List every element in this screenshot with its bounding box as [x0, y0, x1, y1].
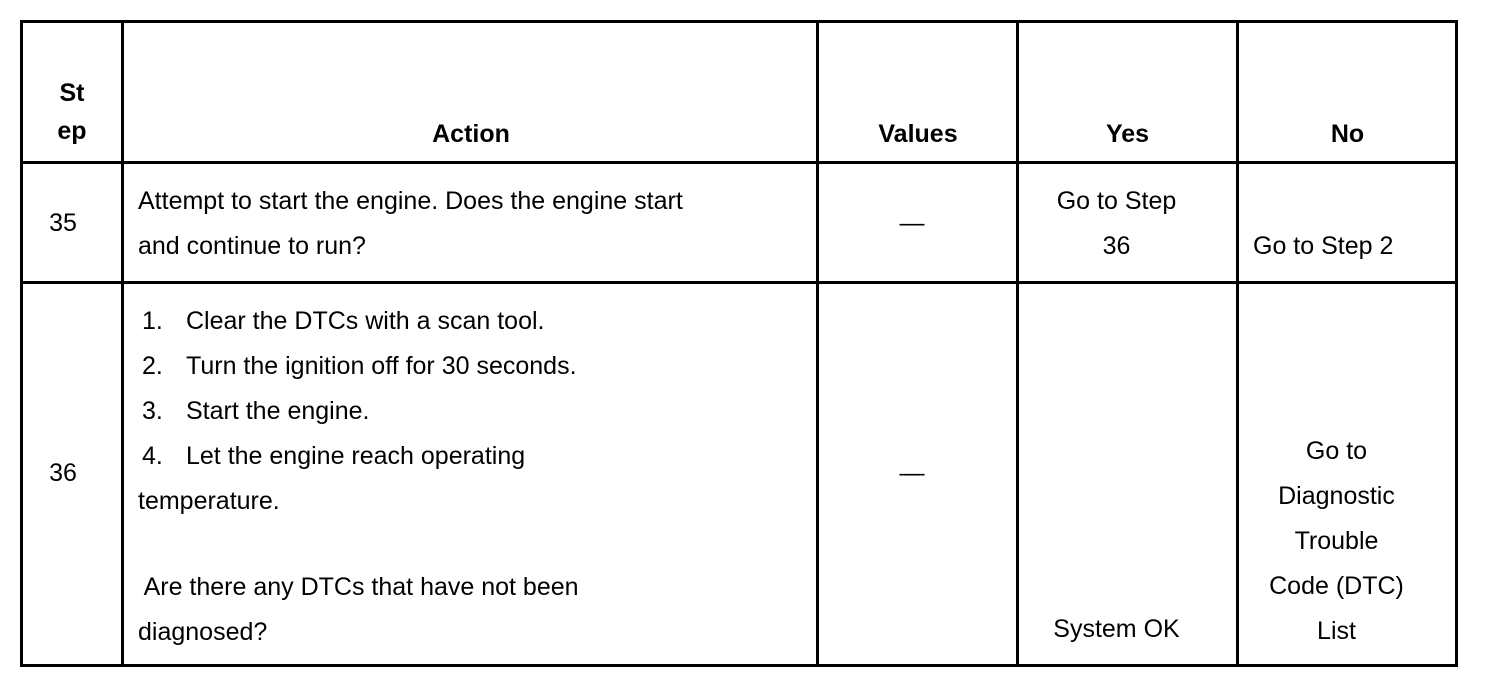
table-border-bottom — [20, 664, 1458, 667]
header-values: Values — [878, 120, 958, 148]
header-step-line1: St — [59, 79, 85, 107]
row36-no-line: Go to — [1305, 437, 1368, 465]
row36-procedure-item: 2. Turn the ignition off for 30 seconds. — [142, 352, 577, 380]
row36-no-line: Code (DTC) — [1269, 572, 1404, 600]
row35-step: 35 — [49, 209, 77, 237]
row36-values: — — [899, 459, 925, 487]
row36-question-line1: Are there any DTCs that have not been — [138, 573, 579, 601]
row35-yes-line2: 36 — [1102, 232, 1131, 260]
row35-action-line2: and continue to run? — [138, 232, 366, 260]
row36-yes: System OK — [1053, 615, 1180, 643]
row35-yes-line1: Go to Step — [1056, 187, 1177, 215]
row35-no: Go to Step 2 — [1253, 232, 1394, 260]
row36-procedure-item-continuation: temperature. — [138, 487, 280, 515]
header-step-line2: ep — [57, 117, 87, 145]
row-divider — [20, 281, 1458, 284]
header-yes: Yes — [1105, 120, 1150, 148]
row36-no-line: List — [1317, 617, 1356, 645]
header-row-divider — [20, 161, 1458, 164]
row36-procedure-item: 1. Clear the DTCs with a scan tool. — [142, 307, 545, 335]
row36-question-line2: diagnosed? — [138, 618, 268, 646]
row36-no-line: Diagnostic — [1278, 482, 1395, 510]
row36-spacer — [138, 524, 579, 565]
row36-procedure-item: 3. Start the engine. — [142, 397, 370, 425]
row35-action-line1: Attempt to start the engine. Does the engine start — [138, 187, 683, 215]
row35-action — [138, 179, 683, 269]
header-no: No — [1330, 120, 1365, 148]
row36-action — [138, 299, 579, 655]
row36-procedure-item: 4. Let the engine reach operating — [142, 442, 526, 470]
header-action: Action — [432, 120, 510, 148]
table-border-top — [20, 20, 1458, 23]
row36-no — [1239, 429, 1434, 654]
row36-no-line: Trouble — [1294, 527, 1379, 555]
row36-step: 36 — [49, 459, 77, 487]
header-step — [22, 74, 122, 150]
row35-yes — [1019, 179, 1214, 269]
row35-values: — — [899, 209, 925, 237]
